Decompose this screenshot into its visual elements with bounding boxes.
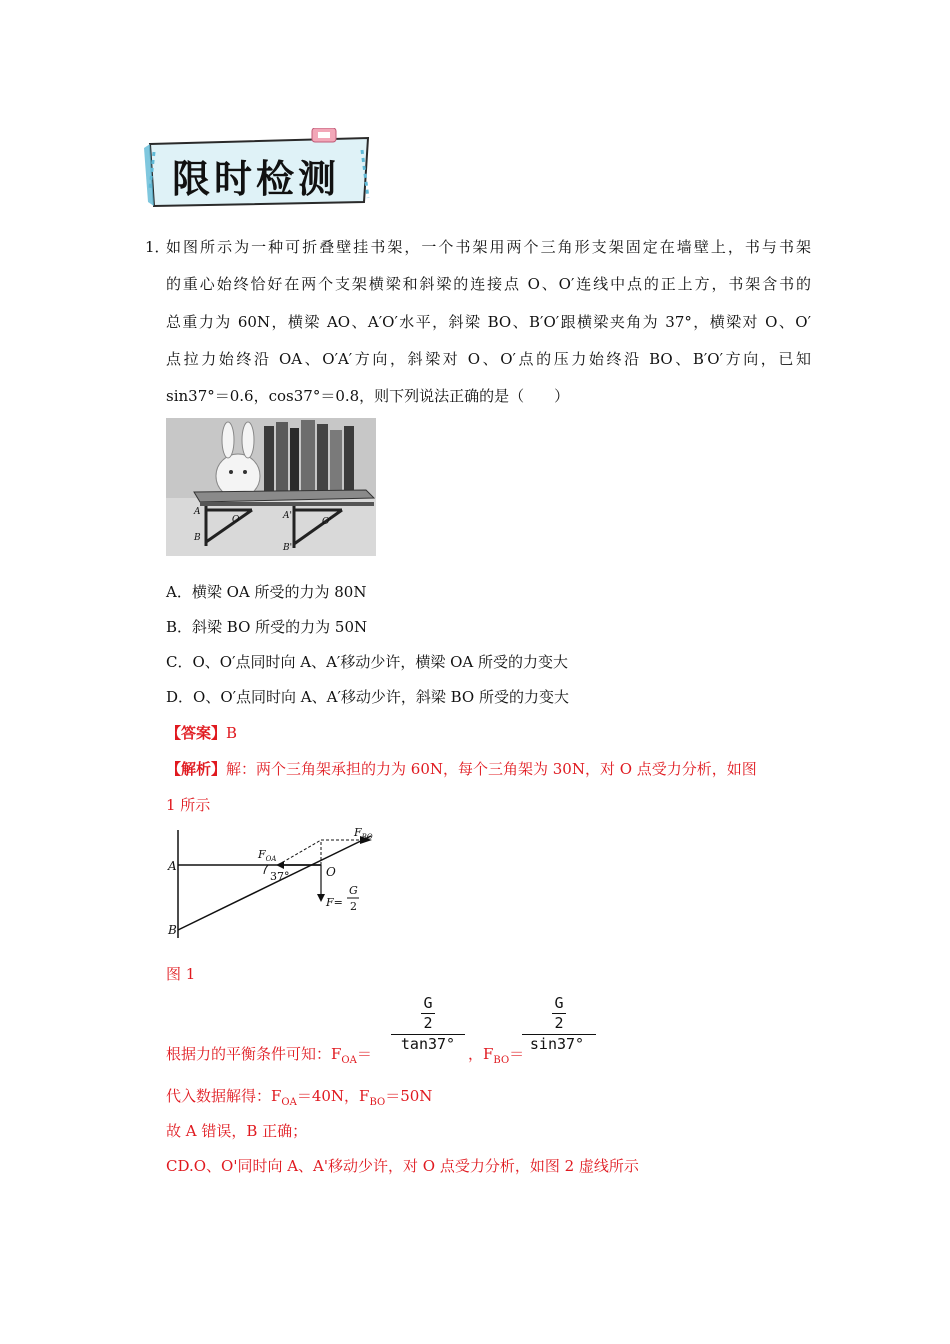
photo-label-o2: O' (322, 517, 332, 527)
diagram-g: G (349, 884, 358, 897)
photo-label-b: B (194, 533, 201, 543)
section-title: 限时检测 (172, 157, 341, 201)
analysis-text: 解：两个三角架承担的力为 60N，每个三角架为 30N，对 O 点受力分析，如图 (226, 760, 757, 778)
diagram-label-b: B (168, 923, 177, 937)
fraction-oa: G 2 tan37° (391, 994, 465, 1058)
analysis-label: 【解析】 (166, 760, 227, 778)
figure-caption: 图 1 (166, 965, 196, 983)
question-text-line: 点拉力始终沿 OA、O′A′方向，斜梁对 O、O′点的压力始终沿 BO、B′O′方向，已知 (166, 350, 811, 368)
diagram-f-oa: $F_{OA}$ (258, 848, 277, 863)
analysis-line (166, 758, 757, 779)
photo-label-a2: A' (283, 511, 292, 521)
diagram-label-a: A (168, 859, 177, 873)
option-c: C．O、O′点同时向 A、A′移动少许，横梁 OA 所受的力变大 (166, 653, 568, 671)
answer-label: 【答案】 (166, 724, 227, 742)
option-a: A．横梁 OA 所受的力为 80N (166, 583, 367, 601)
diagram-two: 2 (350, 900, 357, 913)
analysis-text-cont: 1 所示 (166, 796, 211, 814)
fraction-bo: G 2 sin37° (522, 994, 596, 1058)
question-text-line: 总重力为 60N，横梁 AO、A′O′水平，斜梁 BO、B′O′跟横梁夹角为 37°，横梁对 O、O′ (166, 313, 811, 331)
diagram-f-eq: F= (326, 896, 343, 909)
answer-value: B (226, 724, 238, 742)
option-b: B．斜梁 BO 所受的力为 50N (166, 618, 368, 636)
force-diagram (166, 828, 381, 940)
photo-label-a: A (194, 507, 201, 517)
answer-line (166, 722, 237, 743)
diagram-label-o: O (326, 865, 336, 879)
question-text-line: 如图所示为一种可折叠壁挂书架，一个书架用两个三角形支架固定在墙壁上，书与书架 (166, 238, 811, 256)
bookshelf-photo (166, 418, 376, 556)
substitution-line: 代入数据解得：$F_{OA}=40N$，$F_{BO}=50N$ (166, 1087, 433, 1108)
photo-label-b2: B' (283, 543, 293, 553)
question-number: 1． (145, 238, 170, 256)
conclusion-line: 故 A 错误，B 正确； (166, 1122, 308, 1140)
photo-label-o: O (232, 515, 240, 525)
balance-equation-bo: ，$F_{BO}=$ (468, 1045, 525, 1066)
question-text-line: 的重心始终恰好在两个支架横梁和斜梁的连接点 O、O′连线中点的正上方，书架含书的 (166, 275, 811, 293)
diagram-f-bo: $F_{BO}$ (354, 828, 373, 841)
option-d: D．O、O′点同时向 A、A′移动少许，斜梁 BO 所受的力变大 (166, 688, 570, 706)
cd-analysis-line: CD.O、O'同时向 A、A'移动少许，对 O 点受力分析，如图 2 虚线所示 (166, 1157, 639, 1175)
diagram-angle: 37° (270, 870, 290, 883)
balance-equation: 根据力的平衡条件可知：$F_{OA}=$ (166, 1045, 372, 1066)
question-text-line: sin37°＝0.6，cos37°＝0.8，则下列说法正确的是（ ） (166, 387, 570, 405)
